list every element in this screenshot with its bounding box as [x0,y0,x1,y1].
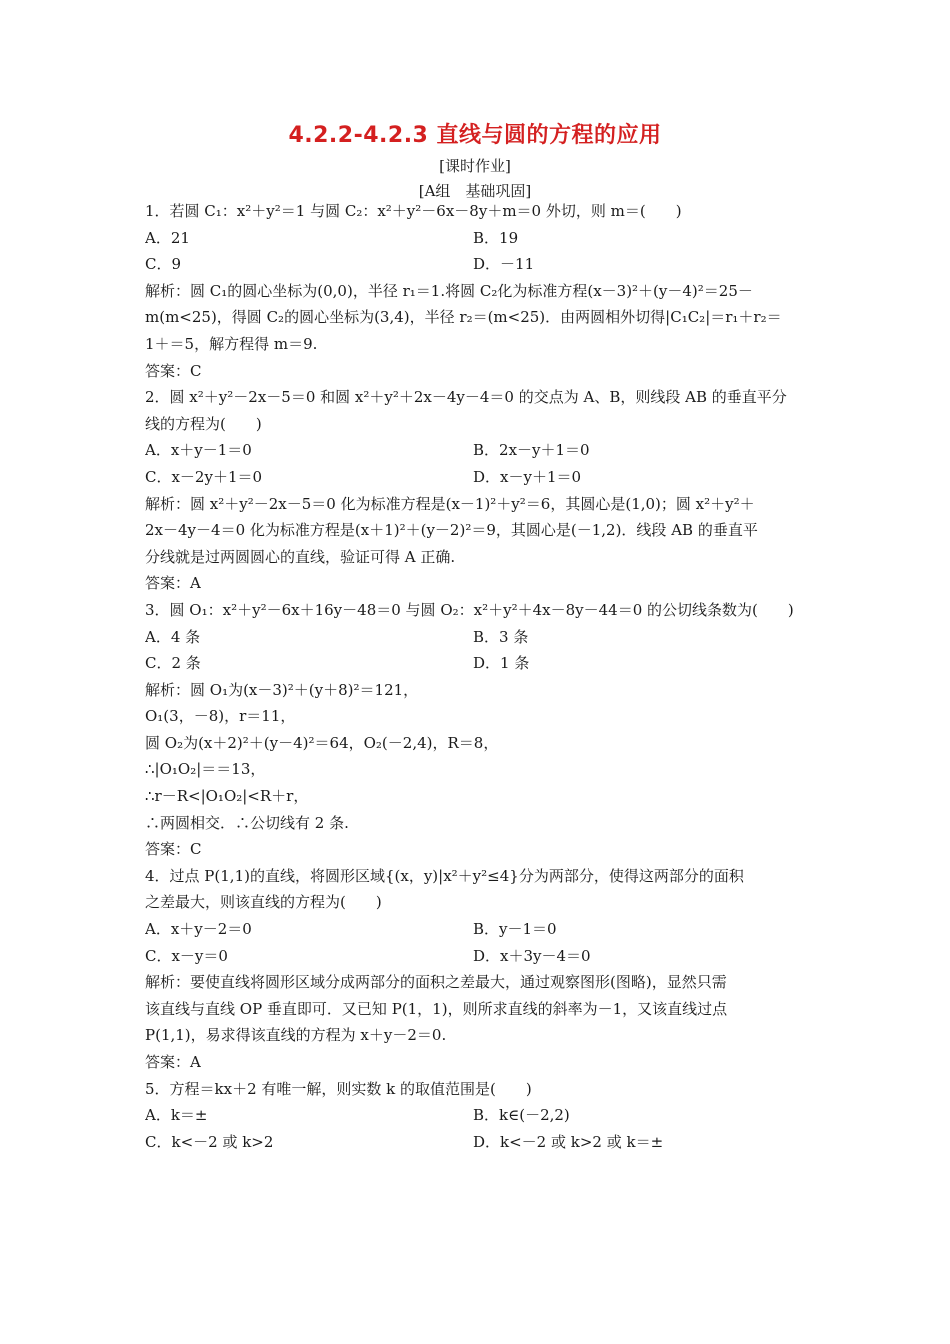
text-line: 之差最大，则该直线的方程为( ) [145,893,382,912]
text-line: 5．方程＝kx＋2 有唯一解，则实数 k 的取值范围是( ) [145,1079,532,1098]
text-line: 1＋＝5，解方程得 m＝9. [145,334,318,353]
option-b: B．2x－y＋1＝0 [473,441,590,460]
text-line: ∴两圆相交．∴公切线有 2 条. [145,813,349,832]
text-line: ∴|O₁O₂|＝＝13， [145,760,266,779]
option-row [145,624,810,651]
text-line: 2．圆 x²＋y²－2x－5＝0 和圆 x²＋y²＋2x－4y－4＝0 的交点为 A、B，则线段 AB 的垂直平分 [145,388,787,407]
text-line: 答案：C [145,840,202,859]
option-b: D．1 条 [473,654,530,673]
option-a: C．9 [145,255,182,274]
option-row [145,943,810,970]
option-row [145,464,810,491]
text-line: 解析：圆 x²＋y²－2x－5＝0 化为标准方程是(x－1)²＋y²＝6，其圆心是(1,0)；圆 x²＋y²＋ [145,494,755,513]
option-a: A．x＋y－2＝0 [145,920,252,939]
option-b: B．y－1＝0 [473,920,557,939]
text-line: 线的方程为( ) [145,414,262,433]
text-line: 圆 O₂为(x＋2)²＋(y－4)²＝64，O₂(－2,4)，R＝8， [145,733,499,752]
text-line: 3．圆 O₁：x²＋y²－6x＋16y－48＝0 与圆 O₂：x²＋y²＋4x－8y－44＝0 的公切线条数为( ) [145,600,794,619]
option-a: C．2 条 [145,654,201,673]
option-b: B．k∈(－2,2) [473,1106,570,1125]
text-line: 1．若圆 C₁：x²＋y²＝1 与圆 C₂：x²＋y²－6x－8y＋m＝0 外切，则 m＝( ) [145,202,682,220]
section-heading: [A组 基础巩固] [418,182,532,200]
text-line: P(1,1)，易求得该直线的方程为 x＋y－2＝0. [145,1026,447,1045]
option-row [145,1129,810,1156]
option-a: C．k<－2 或 k>2 [145,1132,274,1151]
option-row [145,650,810,677]
page-title: 4.2.2-4.2.3 直线与圆的方程的应用 [288,123,662,148]
text-line: 解析：圆 O₁为(x－3)²＋(y＋8)²＝121， [145,680,419,699]
option-a: A．x＋y－1＝0 [145,441,252,460]
option-b: D．－11 [473,255,535,274]
text-line: 答案：A [145,574,201,593]
option-b: B．19 [473,228,519,247]
option-row [145,916,810,943]
option-b: B．3 条 [473,627,529,646]
text-line: 4．过点 P(1,1)的直线，将圆形区域{(x，y)|x²＋y²≤4}分为两部分，使得这两部分的面积 [145,866,744,885]
text-line: O₁(3，－8)，r＝11， [145,707,296,726]
exercise-content [145,198,810,1155]
text-line: 该直线与直线 OP 垂直即可．又已知 P(1，1)，则所求直线的斜率为－1，又该直线过点 [145,999,728,1018]
text-line: m(m<25)，得圆 C₂的圆心坐标为(3,4)，半径 r₂＝(m<25)．由两圆相外切得|C₁C₂|＝r₁＋r₂＝ [145,308,782,327]
option-a: A．4 条 [145,627,201,646]
option-row [145,437,810,464]
option-b: D．x－y＋1＝0 [473,467,582,486]
text-line: 解析：要使直线将圆形区域分成两部分的面积之差最大，通过观察图形(图略)，显然只需 [145,973,727,992]
subtitle: [课时作业] [439,157,511,175]
option-b: D．x＋3y－4＝0 [473,946,591,965]
option-row [145,1102,810,1129]
option-a: A．21 [145,228,190,247]
text-line: 2x－4y－4＝0 化为标准方程是(x＋1)²＋(y－2)²＝9，其圆心是(－1,2)．线段 AB 的垂直平 [145,521,758,540]
option-a: A．k＝± [145,1106,208,1125]
option-row [145,225,810,252]
option-b: D．k<－2 或 k>2 或 k＝± [473,1132,664,1151]
text-line: 解析：圆 C₁的圆心坐标为(0,0)，半径 r₁＝1.将圆 C₂化为标准方程(x－3)²＋(y－4)²＝25－ [145,281,753,300]
text-line: 分线就是过两圆圆心的直线，验证可得 A 正确. [145,547,456,566]
option-row [145,251,810,278]
option-a: C．x－y＝0 [145,946,228,965]
text-line: 答案：A [145,1053,201,1071]
option-a: C．x－2y＋1＝0 [145,467,263,486]
text-line: 答案：C [145,361,202,380]
text-line: ∴r－R<|O₁O₂|<R＋r， [145,787,309,806]
